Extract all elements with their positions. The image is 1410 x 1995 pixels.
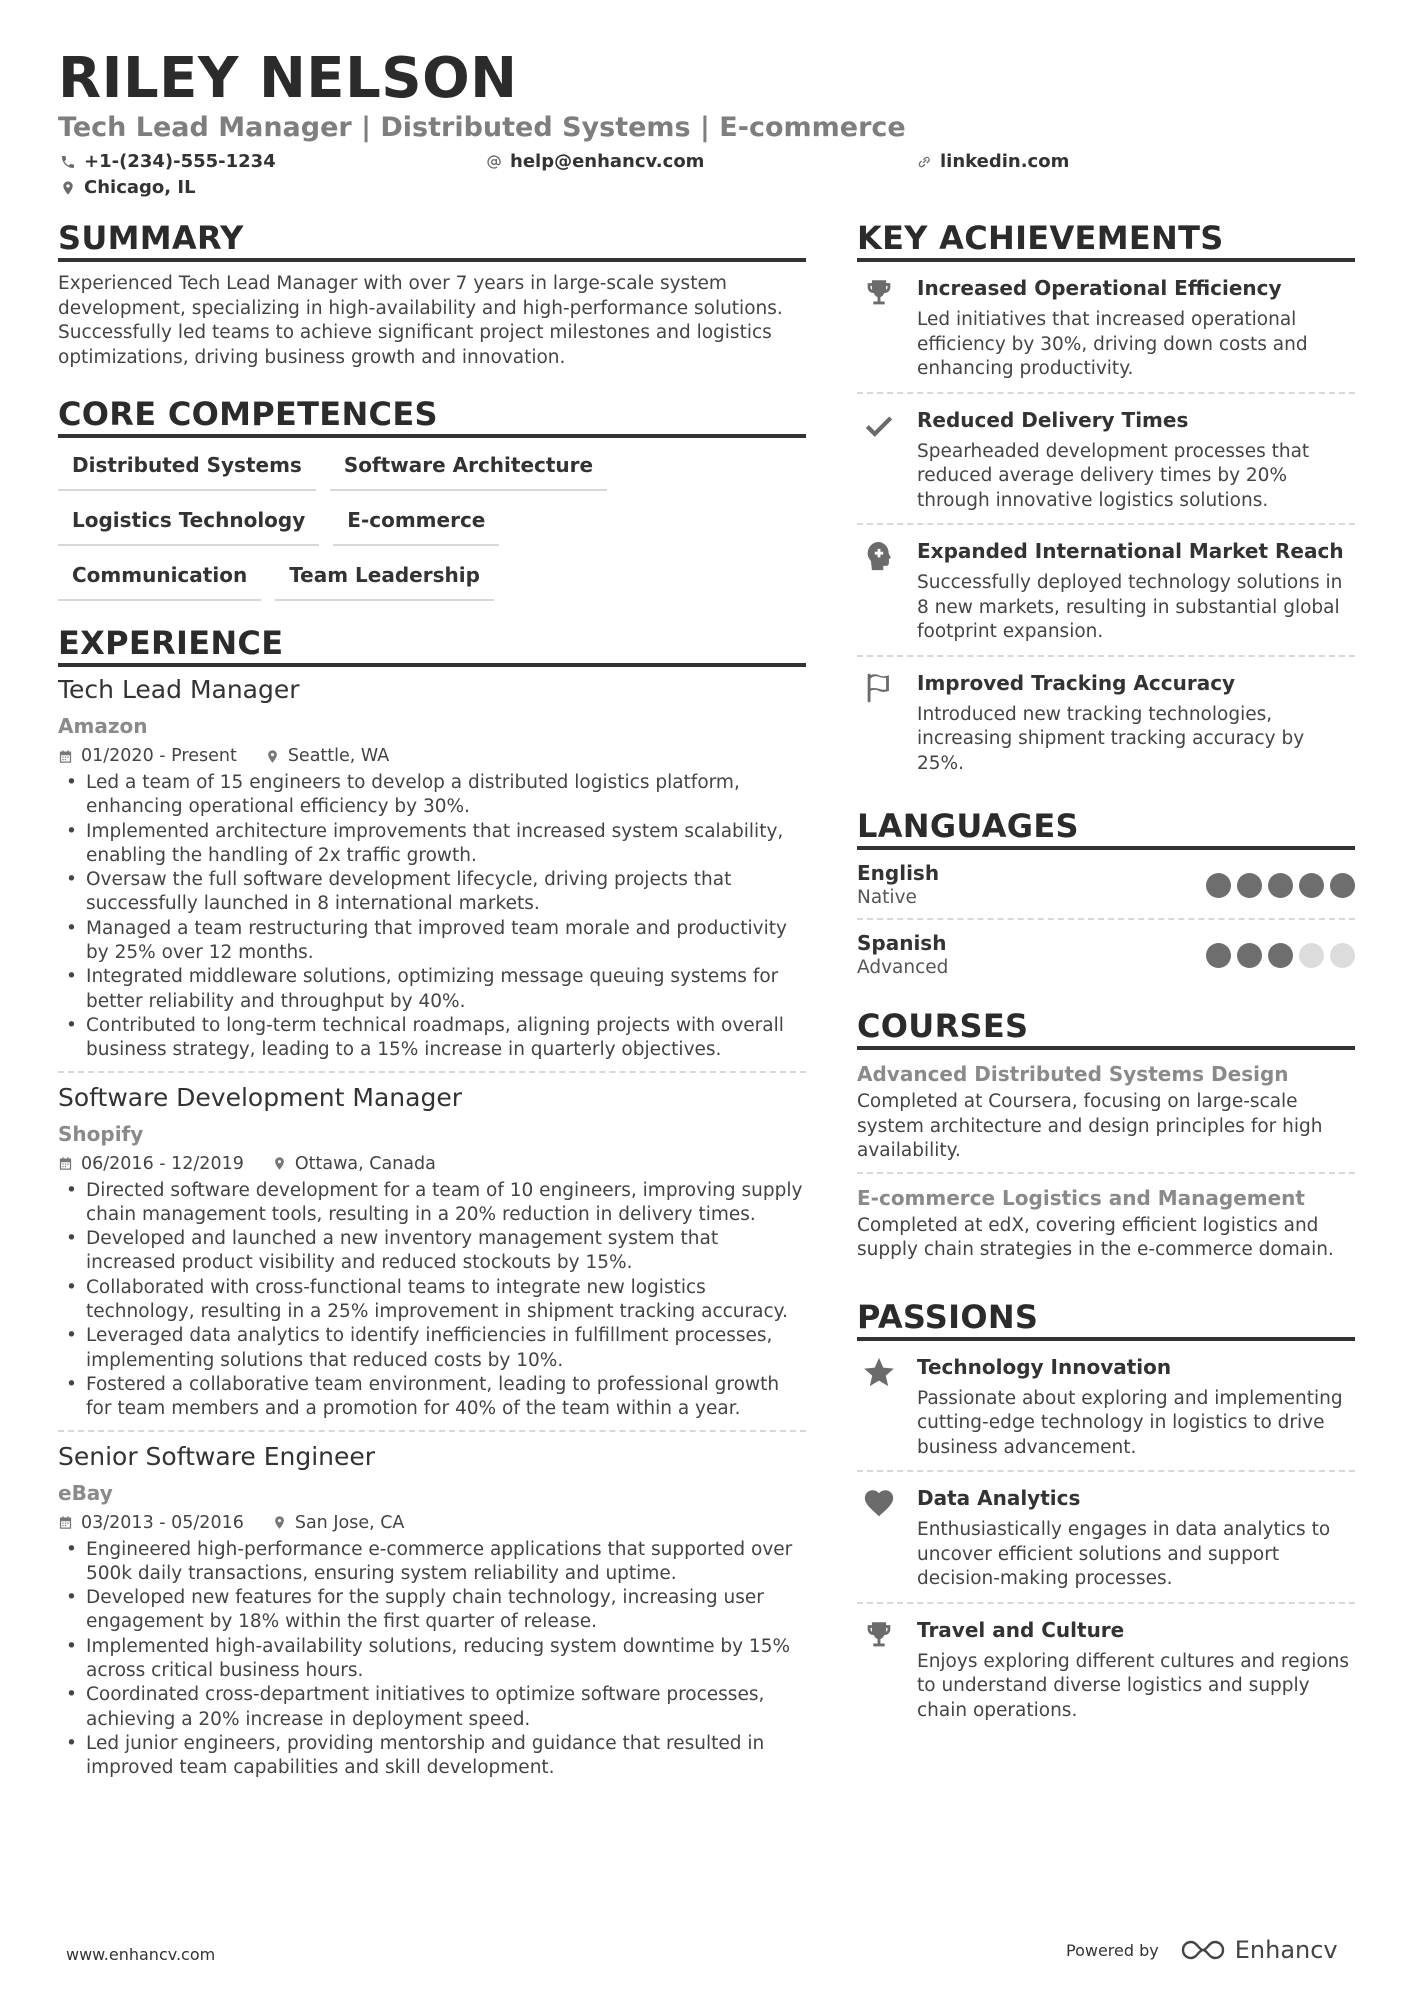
job-meta: [58, 1510, 806, 1536]
trophy-icon-wrap: [857, 1616, 901, 1724]
experience-entry: [58, 673, 806, 1073]
language-text: [857, 930, 948, 980]
location-pin-icon: [272, 1515, 287, 1530]
job-title: Senior Software Engineer: [58, 1441, 376, 1471]
job-dates: [58, 1151, 244, 1177]
head-icon-wrap: [857, 537, 901, 645]
skill-tag: Team Leadership: [275, 560, 494, 601]
achievement-title: Reduced Delivery Times: [917, 407, 1189, 432]
language-item: [857, 920, 1355, 988]
achievements-title: KEY ACHIEVEMENTS: [857, 218, 1355, 262]
passion-desc: Enjoys exploring different cultures and regions to understand diverse logistics and supply chain operations.: [917, 1650, 1350, 1721]
rating-dot-filled: [1237, 873, 1262, 898]
contact-info: [58, 148, 1358, 202]
passion-item: [857, 1472, 1355, 1604]
summary-title: SUMMARY: [58, 218, 806, 262]
rating-dot-filled: [1268, 943, 1293, 968]
job-dates: [58, 1510, 244, 1536]
summary-text: Experienced Tech Lead Manager with over 7 years in large-scale system development, specializing in high-availability and high-performance solutions. Successfully led teams to achieve significant project milestones and logistics optimizations, driving business growth and innovation.: [58, 273, 783, 368]
flag-icon-wrap: [857, 669, 901, 777]
achievement-title: Increased Operational Efficiency: [917, 276, 1282, 300]
job-title: Software Development Manager: [58, 1082, 462, 1112]
achievement-item: [857, 657, 1355, 787]
language-text: [857, 860, 939, 910]
bullet-item: • Led a team of 15 engineers to develop a distributed logistics platform, enhancing operational efficiency by 30%.: [58, 771, 806, 820]
bullet-item: • Led junior engineers, providing mentorship and guidance that resulted in improved team capabilities and skill development.: [58, 1732, 806, 1781]
achievement-body: [917, 669, 1355, 777]
calendar-icon: [58, 749, 73, 764]
rating-dot-filled: [1299, 873, 1324, 898]
trophy-icon: [862, 276, 896, 310]
skill-tag: Communication: [58, 560, 261, 601]
job-location-text: Ottawa, Canada: [294, 1153, 436, 1174]
language-rating: [1206, 943, 1355, 968]
job-dates-text: 01/2020 - Present: [81, 746, 237, 766]
skill-tag: Software Architecture: [330, 450, 607, 491]
language-level: Native: [857, 887, 917, 908]
job-meta: [58, 743, 806, 769]
achievement-desc: Successfully deployed technology solutions in 8 new markets, resulting in substantial global footprint expansion.: [917, 572, 1343, 642]
language-name: English: [857, 861, 940, 885]
passion-item: [857, 1341, 1355, 1473]
powered-by-label: Powered by: [1066, 1940, 1159, 1960]
achievement-item: [857, 525, 1355, 657]
achievement-title: Expanded International Market Reach: [917, 539, 1344, 563]
course-item: [857, 1174, 1355, 1271]
skills-list: [58, 450, 658, 601]
footer-branding: [1066, 1936, 1338, 1964]
achievement-title: Improved Tracking Accuracy: [917, 670, 1236, 695]
languages-section: [857, 806, 1355, 988]
bullet-item: • Oversaw the full software development lifecycle, driving projects that successfully launched in 8 international markets.: [58, 868, 806, 917]
passion-title: Technology Innovation: [917, 1354, 1172, 1379]
job-company: Amazon: [58, 714, 148, 738]
achievement-body: [917, 406, 1355, 514]
star-icon: [862, 1355, 896, 1389]
brand-name: Enhancv: [1234, 1936, 1338, 1964]
rating-dot-filled: [1206, 873, 1231, 898]
enhancv-logo-icon: [1179, 1937, 1227, 1963]
contact-phone: [60, 150, 276, 174]
achievement-item: [857, 262, 1355, 394]
experience-section: [58, 623, 806, 1789]
course-item: [857, 1050, 1355, 1174]
location-text: Chicago, IL: [84, 177, 196, 198]
course-title: E-commerce Logistics and Management: [857, 1185, 1305, 1210]
passions-title: PASSIONS: [857, 1297, 1355, 1341]
trophy-icon-wrap: [857, 274, 901, 382]
course-desc: Completed at edX, covering efficient logistics and supply chain strategies in the e-commerce domain.: [857, 1214, 1334, 1260]
head-icon: [862, 539, 896, 573]
left-column: [58, 218, 806, 1797]
achievement-desc: Spearheaded development processes that reduced average delivery times by 20% through innovative logistics solutions.: [917, 440, 1310, 511]
skill-tag: E-commerce: [333, 505, 499, 546]
location-pin-icon: [265, 749, 280, 764]
passion-desc: Passionate about exploring and implementing cutting-edge technology in logistics to drive business advancement.: [917, 1387, 1343, 1458]
check-icon: [862, 408, 896, 442]
job-bullets: [58, 1538, 806, 1781]
enhancv-logo[interactable]: [1179, 1936, 1338, 1964]
rating-dot-empty: [1299, 943, 1324, 968]
experience-entry: [58, 1081, 806, 1432]
job-dates: [58, 743, 237, 769]
link-icon: [916, 154, 932, 170]
job-dates-text: 06/2016 - 12/2019: [81, 1153, 244, 1174]
achievement-desc: Led initiatives that increased operational efficiency by 30%, driving down costs and enhancing productivity.: [917, 309, 1308, 379]
courses-title: COURSES: [857, 1006, 1355, 1050]
experience-entry: [58, 1440, 806, 1789]
bullet-item: • Collaborated with cross-functional teams to integrate new logistics technology, resulting in a 25% improvement in shipment tracking accuracy.: [58, 1276, 806, 1325]
job-location: [272, 1151, 436, 1177]
job-bullets: [58, 1179, 806, 1422]
bullet-item: • Developed new features for the supply chain technology, increasing user engagement by 18% within the first quarter of release.: [58, 1586, 806, 1635]
bullet-item: • Fostered a collaborative team environment, leading to professional growth for team members and a promotion for 40% of the team within a year.: [58, 1373, 806, 1422]
job-dates-text: 03/2013 - 05/2016: [81, 1512, 244, 1533]
passions-section: [857, 1297, 1355, 1734]
rating-dot-filled: [1206, 943, 1231, 968]
job-company: Shopify: [58, 1121, 144, 1146]
passion-desc: Enthusiastically engages in data analytics to uncover efficient solutions and support decision-making processes.: [917, 1519, 1331, 1589]
passion-body: [917, 1484, 1355, 1592]
language-rating: [1206, 873, 1355, 898]
languages-title: LANGUAGES: [857, 806, 1355, 850]
bullet-item: • Managed a team restructuring that improved team morale and productivity by 25% over 12 months.: [58, 917, 806, 966]
location-pin-icon: [272, 1156, 287, 1171]
skill-tag: Distributed Systems: [58, 450, 316, 491]
check-icon-wrap: [857, 406, 901, 514]
job-location-text: Seattle, WA: [287, 746, 390, 766]
passion-body: [917, 1616, 1355, 1724]
achievement-item: [857, 394, 1355, 526]
candidate-headline: Tech Lead Manager | Distributed Systems | E-commerce: [58, 112, 906, 143]
rating-dot-filled: [1330, 873, 1355, 898]
calendar-icon: [58, 1156, 73, 1171]
job-location: [265, 743, 389, 769]
phone-text: +1-(234)-555-1234: [84, 151, 276, 172]
rating-dot-filled: [1268, 873, 1293, 898]
at-icon: [486, 154, 502, 170]
passion-item: [857, 1604, 1355, 1734]
email-text: help@enhancv.com: [510, 151, 705, 172]
achievement-desc: Introduced new tracking technologies, increasing shipment tracking accuracy by 25%.: [917, 703, 1305, 774]
job-company: eBay: [58, 1480, 113, 1505]
language-name: Spanish: [857, 931, 947, 955]
contact-location: [60, 176, 196, 200]
passion-title: Data Analytics: [917, 1486, 1081, 1510]
contact-email[interactable]: [486, 150, 704, 174]
rating-dot-filled: [1237, 943, 1262, 968]
bullet-item: • Engineered high-performance e-commerce applications that supported over 500k daily transactions, ensuring system reliability and uptime.: [58, 1538, 806, 1587]
skill-tag: Logistics Technology: [58, 505, 319, 546]
contact-linkedin[interactable]: [916, 150, 1069, 174]
passion-title: Travel and Culture: [917, 1617, 1125, 1642]
bullet-item: • Implemented high-availability solutions, reducing system downtime by 15% across critical business hours.: [58, 1635, 806, 1684]
courses-section: [857, 1006, 1355, 1271]
flag-icon: [862, 671, 896, 705]
language-item: [857, 850, 1355, 920]
bullet-item: • Contributed to long-term technical roadmaps, aligning projects with overall business strategy, leading to a 15% increase in quarterly objectives.: [58, 1014, 806, 1063]
course-title: Advanced Distributed Systems Design: [857, 1062, 1289, 1086]
right-column: [857, 218, 1355, 1733]
bullet-item: • Developed and launched a new inventory management system that increased product visibility and reduced stockouts by 15%.: [58, 1227, 806, 1276]
candidate-name: RILEY NELSON: [58, 46, 518, 111]
resume-header: [58, 44, 1358, 202]
experience-title: EXPERIENCE: [58, 623, 806, 667]
bullet-item: • Directed software development for a team of 10 engineers, improving supply chain management tools, resulting in a 20% reduction in delivery times.: [58, 1179, 806, 1228]
bullet-item: • Implemented architecture improvements that increased system scalability, enabling the handling of 2x traffic growth.: [58, 820, 806, 869]
job-bullets: [58, 771, 806, 1063]
competences-title: CORE COMPETENCES: [58, 394, 806, 438]
linkedin-text: linkedin.com: [940, 151, 1070, 172]
language-level: Advanced: [857, 957, 949, 978]
heart-icon: [862, 1486, 896, 1520]
summary-section: [58, 218, 806, 370]
bullet-item: • Integrated middleware solutions, optimizing message queuing systems for better reliability and throughput by 40%.: [58, 965, 806, 1014]
heart-icon-wrap: [857, 1484, 901, 1592]
passion-body: [917, 1353, 1355, 1461]
job-location-text: San Jose, CA: [294, 1512, 405, 1533]
star-icon-wrap: [857, 1353, 901, 1461]
location-pin-icon: [60, 180, 76, 196]
job-location: [272, 1510, 405, 1536]
bullet-item: • Leveraged data analytics to identify inefficiencies in fulfillment processes, implementing solutions that reduced costs by 10%.: [58, 1324, 806, 1373]
bullet-item: • Coordinated cross-department initiatives to optimize software processes, achieving a 20% increase in deployment speed.: [58, 1683, 806, 1732]
achievements-section: [857, 218, 1355, 786]
course-desc: Completed at Coursera, focusing on large-scale system architecture and design principles for high availability.: [857, 1091, 1323, 1161]
trophy-icon: [862, 1618, 896, 1652]
job-meta: [58, 1151, 806, 1177]
achievement-body: [917, 537, 1355, 645]
calendar-icon: [58, 1515, 73, 1530]
rating-dot-empty: [1330, 943, 1355, 968]
achievement-body: [917, 274, 1355, 382]
footer-website[interactable]: www.enhancv.com: [66, 1945, 216, 1964]
phone-icon: [60, 154, 76, 170]
job-title: Tech Lead Manager: [58, 675, 300, 704]
competences-section: [58, 394, 806, 601]
